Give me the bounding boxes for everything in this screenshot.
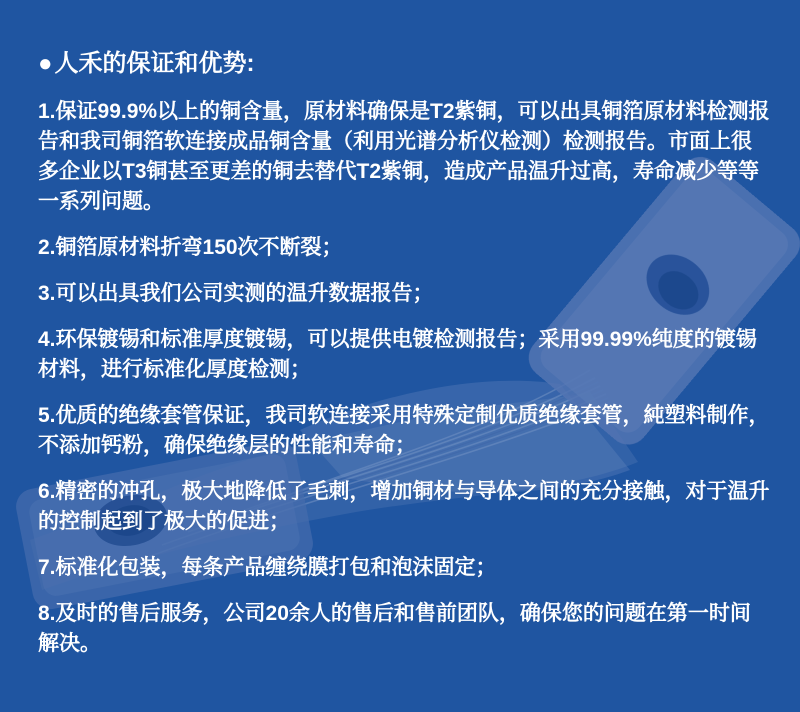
advantage-item-7: 7.标准化包装，每条产品缠绕膜打包和泡沫固定；	[38, 556, 497, 579]
advantage-item-1: 1.保证99.9%以上的铜含量，原材料确保是T2紫铜，可以出具铜箔原材料检测报告和我司铜箔软连接成品铜含量（利用光谱分析仪检测）检测报告。市面上很多企业以T3铜甚至更差的铜去替代T2紫铜，造成产品温升过高，寿命减少等等一系列问题。	[38, 100, 770, 213]
advantage-item-8: 8.及时的售后服务，公司20余人的售后和售前团队，确保您的问题在第一时间解决。	[38, 602, 751, 655]
advantage-item-5: 5.优质的绝缘套管保证，我司软连接采用特殊定制优质绝缘套管，純塑料制作，不添加钙粉，确保绝缘层的性能和寿命；	[38, 404, 770, 457]
page-title-text: 人禾的保证和优势:	[54, 50, 255, 77]
advantage-item-6: 6.精密的冲孔，极大地降低了毛刺，增加铜材与导体之间的充分接触，对于温升的控制起到了极大的促进；	[38, 480, 770, 533]
advantage-item-3: 3.可以出具我们公司实测的温升数据报告；	[38, 282, 434, 305]
advantage-item-4: 4.环保镀锡和标准厚度镀锡，可以提供电镀检测报告；采用99.99%纯度的镀锡材料，进行标准化厚度检测；	[38, 328, 757, 381]
page-title	[38, 47, 770, 81]
bullet-icon: ●	[38, 50, 53, 77]
advantage-item-2: 2.铜箔原材料折弯150次不断裂；	[38, 236, 343, 259]
